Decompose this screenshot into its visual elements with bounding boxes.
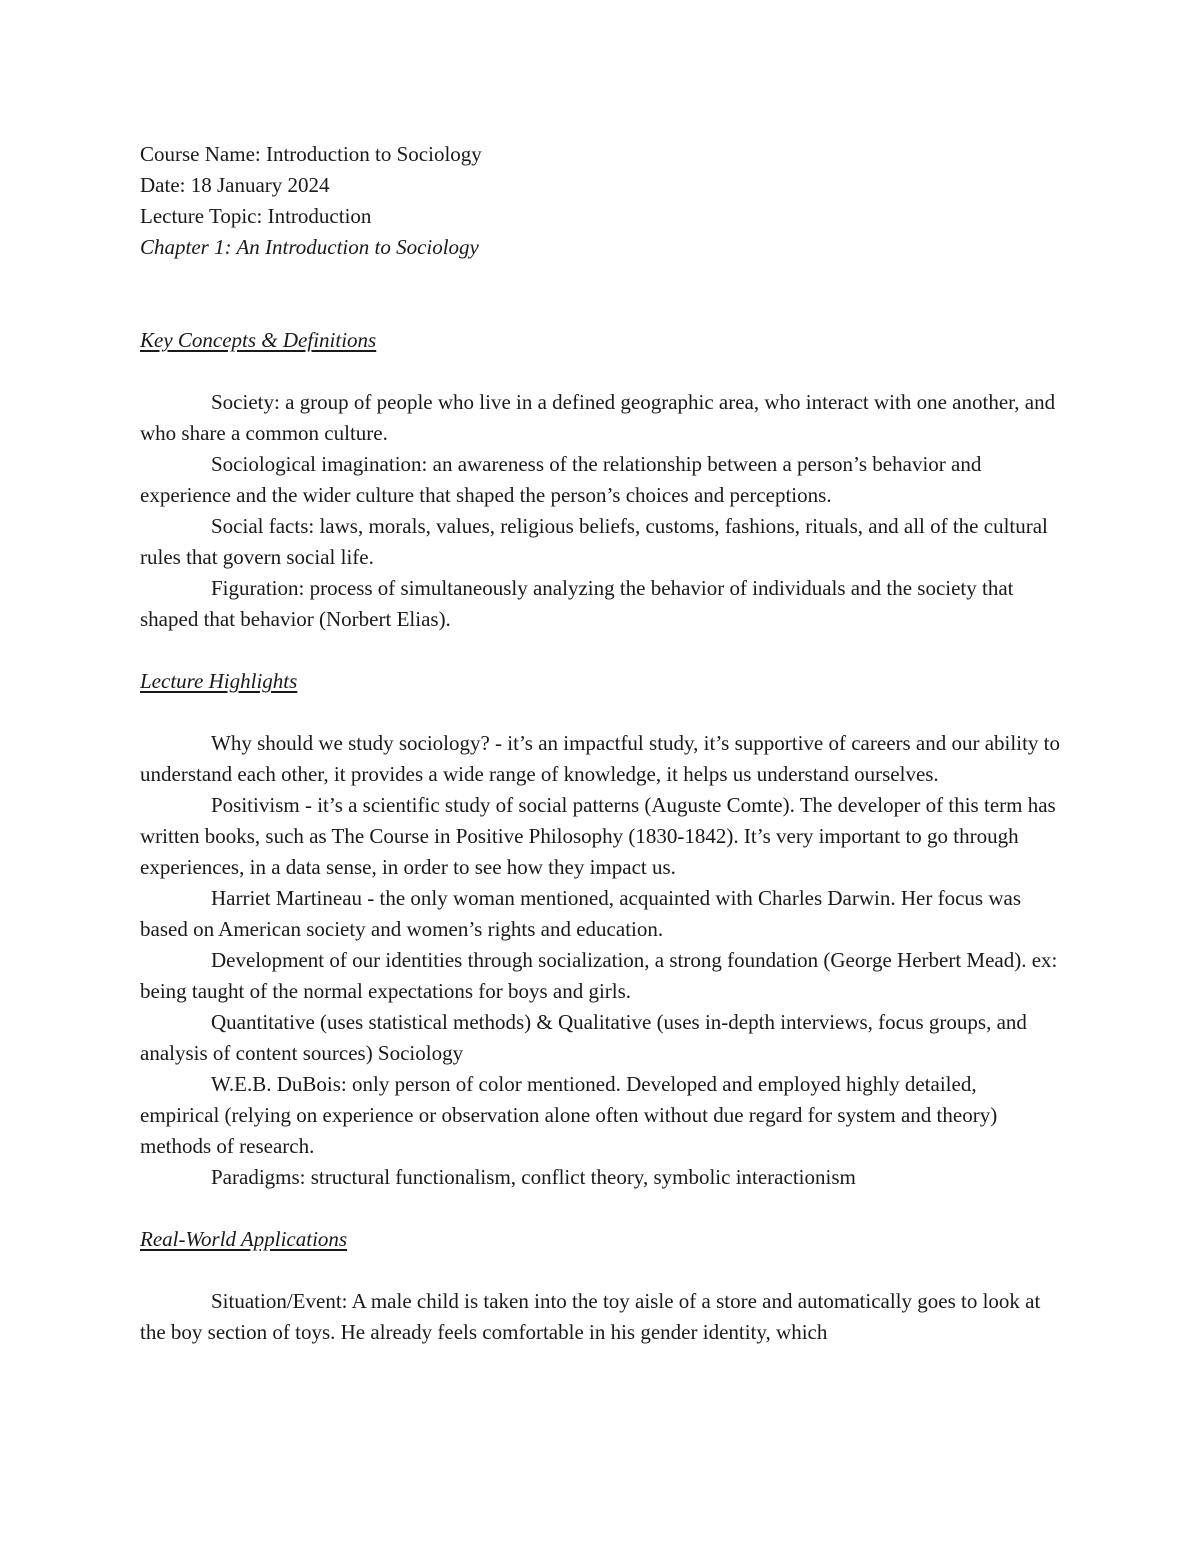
chapter-title: Chapter 1: An Introduction to Sociology <box>140 235 479 259</box>
concept-figuration: Figuration: process of simultaneously analyzing the behavior of individuals and the society that shaped that behavior (Norbert Elias). <box>140 576 1014 631</box>
concept-social-facts: Social facts: laws, morals, values, religious beliefs, customs, fashions, rituals, and all of the cultural rules that govern social life. <box>140 514 1048 569</box>
highlight-positivism: Positivism - it’s a scientific study of social patterns (Auguste Comte). The developer of this term has written books, such as The Course in Positive Philosophy (1830-1842). It’s very important to go through experiences, in a data sense, in order to see how they impact us. <box>140 793 1056 879</box>
highlight-paradigms: Paradigms: structural functionalism, conflict theory, symbolic interactionism <box>211 1165 856 1189</box>
concept-sociological-imagination: Sociological imagination: an awareness of the relationship between a person’s behavior and experience and the wider culture that shaped the person’s choices and perceptions. <box>140 452 982 507</box>
application-situation: Situation/Event: A male child is taken into the toy aisle of a store and automatically goes to look at the boy section of toys. He already feels comfortable in his gender identity, which <box>140 1289 1041 1344</box>
highlight-identities: Development of our identities through socialization, a strong foundation (George Herbert Mead). ex: being taught of the normal expectations for boys and girls. <box>140 948 1058 1003</box>
lecture-topic: Lecture Topic: Introduction <box>140 204 372 228</box>
course-name: Course Name: Introduction to Sociology <box>140 142 482 166</box>
key-concepts-heading: Key Concepts & Definitions <box>140 328 377 352</box>
real-world-heading: Real-World Applications <box>140 1227 348 1251</box>
highlight-methods: Quantitative (uses statistical methods) & Qualitative (uses in-depth interviews, focus groups, and analysis of content sources) Sociology <box>140 1010 1027 1065</box>
concept-society: Society: a group of people who live in a defined geographic area, who interact with one another, and who share a common culture. <box>140 390 1056 445</box>
lecture-highlights-list <box>140 728 1060 1193</box>
highlight-martineau: Harriet Martineau - the only woman mentioned, acquainted with Charles Darwin. Her focus was based on American society and women’s rights and education. <box>140 886 1021 941</box>
highlight-dubois: W.E.B. DuBois: only person of color mentioned. Developed and employed highly detailed, empirical (relying on experience or observation alone often without due regard for system and theory) methods of research. <box>140 1072 998 1158</box>
lecture-date: Date: 18 January 2024 <box>140 173 330 197</box>
key-concepts-list <box>140 387 1060 635</box>
lecture-highlights-heading: Lecture Highlights <box>140 669 298 693</box>
real-world-list <box>140 1286 1060 1348</box>
document-body <box>140 139 1060 1348</box>
highlight-why-study: Why should we study sociology? - it’s an impactful study, it’s supportive of careers and our ability to understand each other, it provides a wide range of knowledge, it helps us understand ourselves. <box>140 731 1060 786</box>
